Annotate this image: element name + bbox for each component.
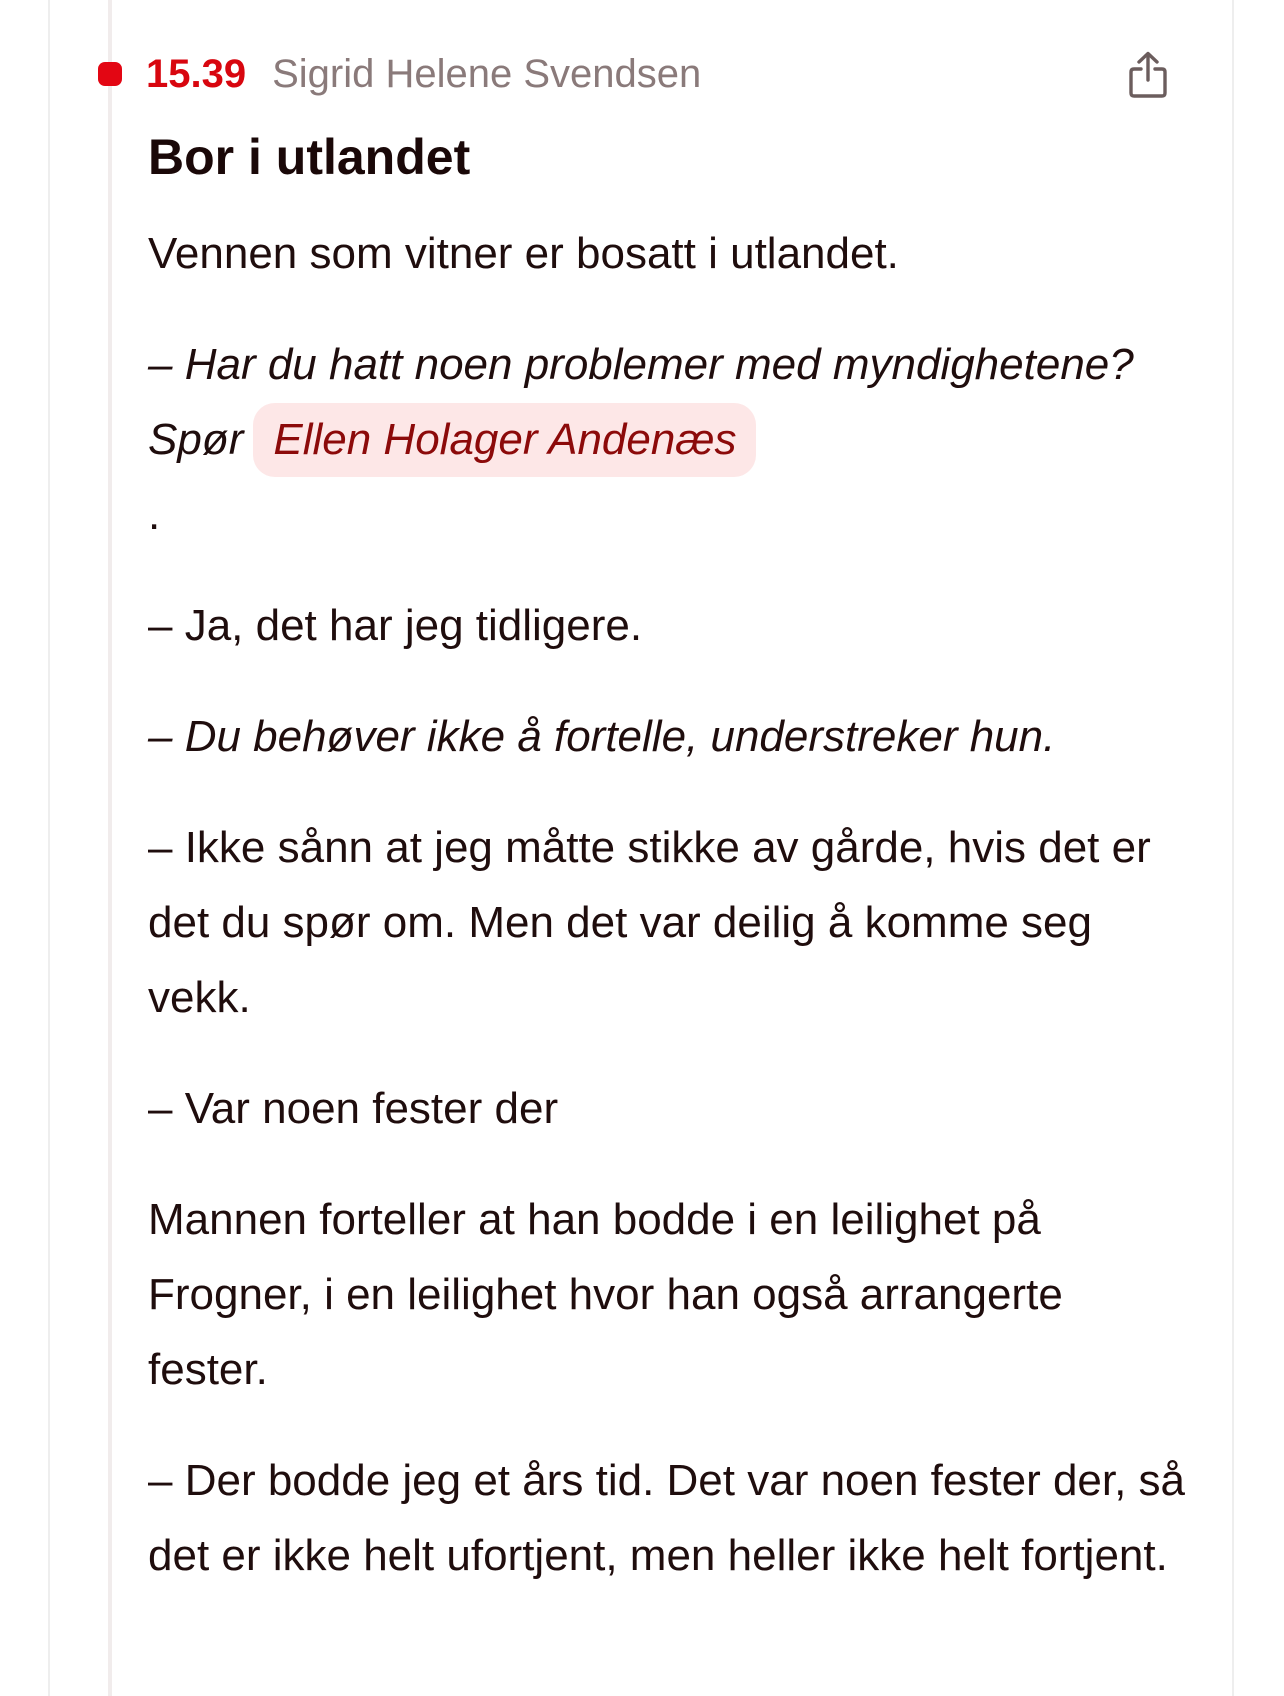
question-2-text: – Du behøver ikke å fortelle, understreker hun. <box>148 712 1056 761</box>
entry-meta <box>146 44 701 104</box>
question-end: . <box>148 490 161 539</box>
question-text: – Har du hatt noen problemer med myndighetene? Spør <box>148 340 1134 464</box>
page-border-left <box>48 0 50 1696</box>
timeline-line <box>108 0 112 1696</box>
paragraph-1: Vennen som vitner er bosatt i utlandet. <box>148 229 899 278</box>
entry-author: Sigrid Helene Svendsen <box>272 51 702 96</box>
paragraph-question-2 <box>148 699 1188 774</box>
entry-content <box>148 118 1188 1593</box>
entry-title: Bor i utlandet <box>148 129 471 185</box>
page-border-right <box>1232 0 1234 1696</box>
paragraph-question <box>148 327 1188 552</box>
paragraph-narration: Mannen forteller at han bodde i en leilighet på Frogner, i en leilighet hvor han også arrangerte fester. <box>148 1195 1063 1394</box>
share-button[interactable] <box>1126 50 1170 100</box>
person-tag-ellen-holager-andenaes[interactable]: Ellen Holager Andenæs <box>253 403 756 477</box>
live-indicator-dot <box>98 62 122 86</box>
paragraph-answer-3: – Der bodde jeg et års tid. Det var noen fester der, så det er ikke helt ufortjent, men heller ikke helt fortjent. <box>148 1456 1186 1580</box>
paragraph-answer-2: – Ikke sånn at jeg måtte stikke av gårde, hvis det er det du spør om. Men det var deilig å komme seg vekk. <box>148 823 1151 1022</box>
entry-time: 15.39 <box>146 51 247 96</box>
share-icon <box>1126 50 1170 100</box>
paragraph-question-3: – Var noen fester der <box>148 1084 559 1133</box>
paragraph-answer-1: – Ja, det har jeg tidligere. <box>148 601 643 650</box>
